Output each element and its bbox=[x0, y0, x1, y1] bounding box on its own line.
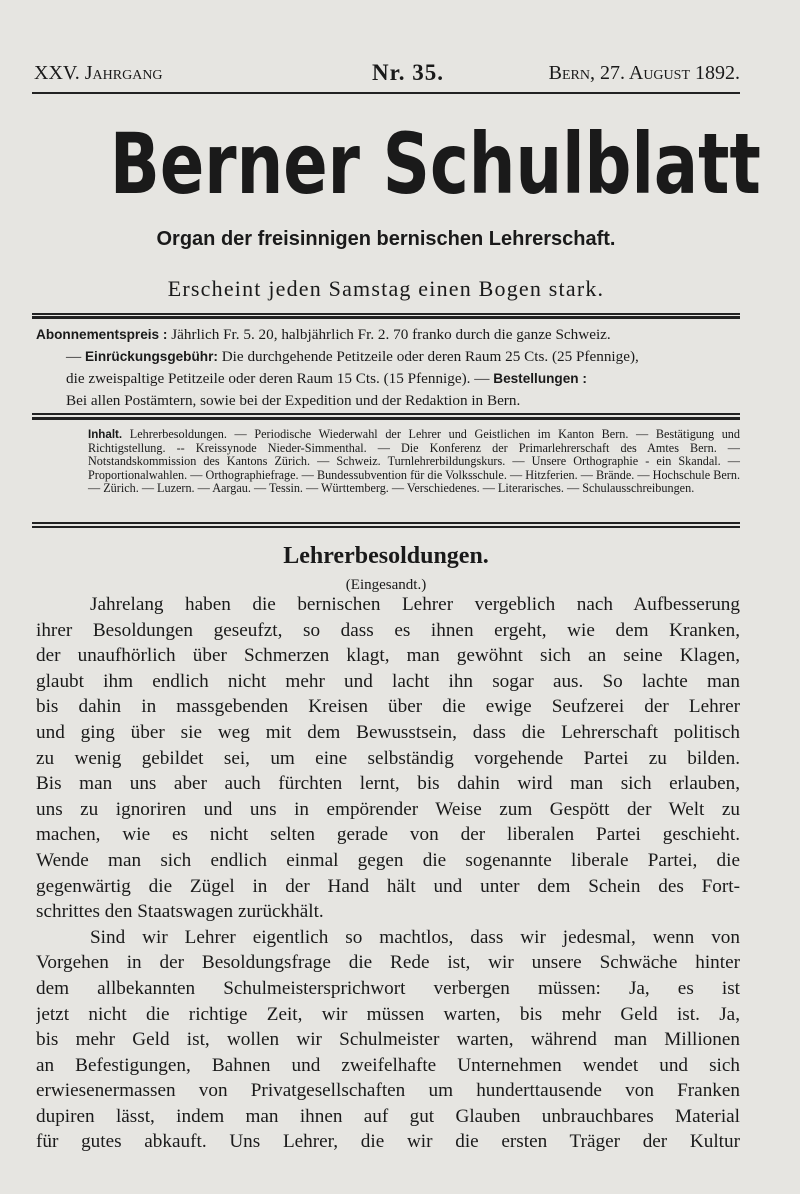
subscription-line-4 bbox=[36, 390, 740, 412]
article-line: Sind wir Lehrer eigentlich so machtlos, dass wir jedesmal, wenn von bbox=[90, 926, 740, 948]
volume-label: XXV. Jahrgang bbox=[34, 62, 163, 84]
subscription-price-label: Abonnementspreis : bbox=[36, 327, 168, 342]
issue-header bbox=[32, 62, 740, 90]
table-of-contents bbox=[34, 428, 740, 496]
article-line: Vorgehen in der Besoldungsfrage die Rede ist, wir unsere Schwäche hinter bbox=[36, 952, 740, 974]
rule-thick-2 bbox=[32, 417, 740, 420]
article-subtitle: (Eingesandt.) bbox=[345, 577, 427, 593]
article-line: Jahrelang haben die bernischen Lehrer vergeblich nach Aufbesserung bbox=[90, 594, 740, 615]
insertion-fee-text: Die durchgehende Petitzeile oder deren Raum 25 Cts. (25 Pfennige), bbox=[217, 348, 639, 365]
article-line: der unaufhörlich über Schmerzen klagt, man gewöhnt sich an seine Klagen, bbox=[36, 645, 740, 667]
contents-text: Lehrerbesoldungen. — Periodische Wiederwahl der Lehrer und Geistlichen im Kanton Bern. — Bestätigung und Richtigstellung. -- Kreissynode Nieder-Simmenthal. — Die Konferenz der Primarlehrerschaft des Amtes Bern. — Notstandskommission des Kantons Zürich. — Schweiz. Turnlehrerbildungskurs. — Unsere Orthographie - ein Skandal. — Proportionalwahlen. — Orthographiefrage. — Bundessubvention für die Volksschule. — Hitzferien. — Brände. — Hochschule Bern. — Zürich. — Luzern. — Aargau. — Tessin. — Württemberg. — Verschiedenes. — Literarisches. — Schulausschreibungen. bbox=[88, 427, 740, 496]
issue-number: Nr. 35. bbox=[372, 60, 444, 85]
subscription-line-2 bbox=[36, 346, 740, 368]
article-line: Wende man sich endlich einmal gegen die sogenannte liberale Partei, die bbox=[36, 849, 740, 871]
article-line: zu wenig gebildet sei, um eine selbständig vorgehende Partei zu bilden. bbox=[36, 747, 740, 769]
article-line: jetzt nicht die richtige Zeit, wir müssen warten, bis mehr Geld ist. Ja, bbox=[36, 1003, 740, 1025]
article-line: Bis man uns aber auch fürchten lernt, bis dahin wird man sich erlauben, bbox=[36, 773, 740, 795]
rule-thin-3 bbox=[32, 522, 740, 524]
article-body bbox=[36, 592, 740, 1155]
subscription-line-1 bbox=[36, 324, 740, 346]
rule-thin-4 bbox=[32, 526, 740, 528]
article-line: an Befestigungen, Bahnen und zweifelhafte Unternehmen wendet und sich bbox=[36, 1054, 740, 1076]
header-rule bbox=[32, 92, 740, 94]
contents-paragraph bbox=[34, 428, 740, 496]
place-date: Bern, 27. August 1892. bbox=[548, 62, 740, 84]
orders-label: Bestellungen : bbox=[493, 371, 587, 386]
article-line: gegenwärtig die Zügel in der Hand hält und unter dem Schein des Fort- bbox=[36, 875, 740, 897]
subscription-info bbox=[36, 324, 740, 412]
contents-label: Inhalt. bbox=[88, 428, 123, 441]
article-title: Lehrerbesoldungen. bbox=[283, 543, 489, 569]
article-line: für gutes abkauft. Uns Lehrer, die wir die ersten Träger der Kultur bbox=[36, 1131, 740, 1153]
article-line: erwiesenermassen von Privatgesellschaften um hunderttausende von Franken bbox=[36, 1080, 740, 1102]
article-line: ihrer Besoldungen geseufzt, so dass es ihnen ergeht, wie dem Kranken, bbox=[36, 619, 740, 641]
masthead-title: Berner Schulblatt bbox=[109, 115, 761, 213]
article-line: schrittes den Staatswagen zurückhält. bbox=[36, 901, 324, 923]
article-line: dem allbekannten Schulmeistersprichwort verbergen müssen: Ja, es ist bbox=[36, 977, 740, 999]
article-line: machen, wie es nicht selten gerade von der liberalen Partei geschieht. bbox=[36, 824, 740, 846]
masthead-tagline: Erscheint jeden Samstag einen Bogen stark. bbox=[167, 276, 605, 301]
rule-thin-1 bbox=[32, 313, 740, 315]
rule-thick-1 bbox=[32, 316, 740, 319]
article-line: bis mehr Geld ist, wollen wir Schulmeister warten, während man Millionen bbox=[36, 1029, 740, 1051]
article-line: glaubt ihm endlich nicht mehr und lacht ihn sogar aus. So lachte man bbox=[36, 670, 740, 692]
rule-thin-2 bbox=[32, 413, 740, 415]
subscription-price-text: Jährlich Fr. 5. 20, halbjährlich Fr. 2. 70 franko durch die ganze Schweiz. bbox=[167, 326, 611, 343]
article-line: bis dahin in massgebenden Kreisen über die ewige Seufzerei der Lehrer bbox=[36, 696, 740, 718]
orders-text: Bei allen Postämtern, sowie bei der Expedition und der Redaktion in Bern. bbox=[66, 392, 521, 409]
subscription-line-3 bbox=[36, 368, 740, 390]
article-line: dupiren lässt, indem man ihnen auf gut Glauben unbrauchbares Material bbox=[36, 1105, 740, 1127]
article-line: und ging über sie weg mit dem Bewusstsein, dass die Lehrerschaft politisch bbox=[36, 721, 740, 743]
masthead-subtitle: Organ der freisinnigen bernischen Lehrerschaft. bbox=[156, 228, 616, 250]
two-column-fee-text: die zweispaltige Petitzeile oder deren Raum 15 Cts. (15 Pfennige). — bbox=[66, 370, 494, 387]
insertion-fee-label: Einrückungsgebühr: bbox=[84, 349, 218, 364]
subscription-dash: — bbox=[66, 348, 85, 365]
article-line: uns zu ignoriren und uns in empörender Weise zum Gespött der Welt zu bbox=[36, 798, 740, 820]
